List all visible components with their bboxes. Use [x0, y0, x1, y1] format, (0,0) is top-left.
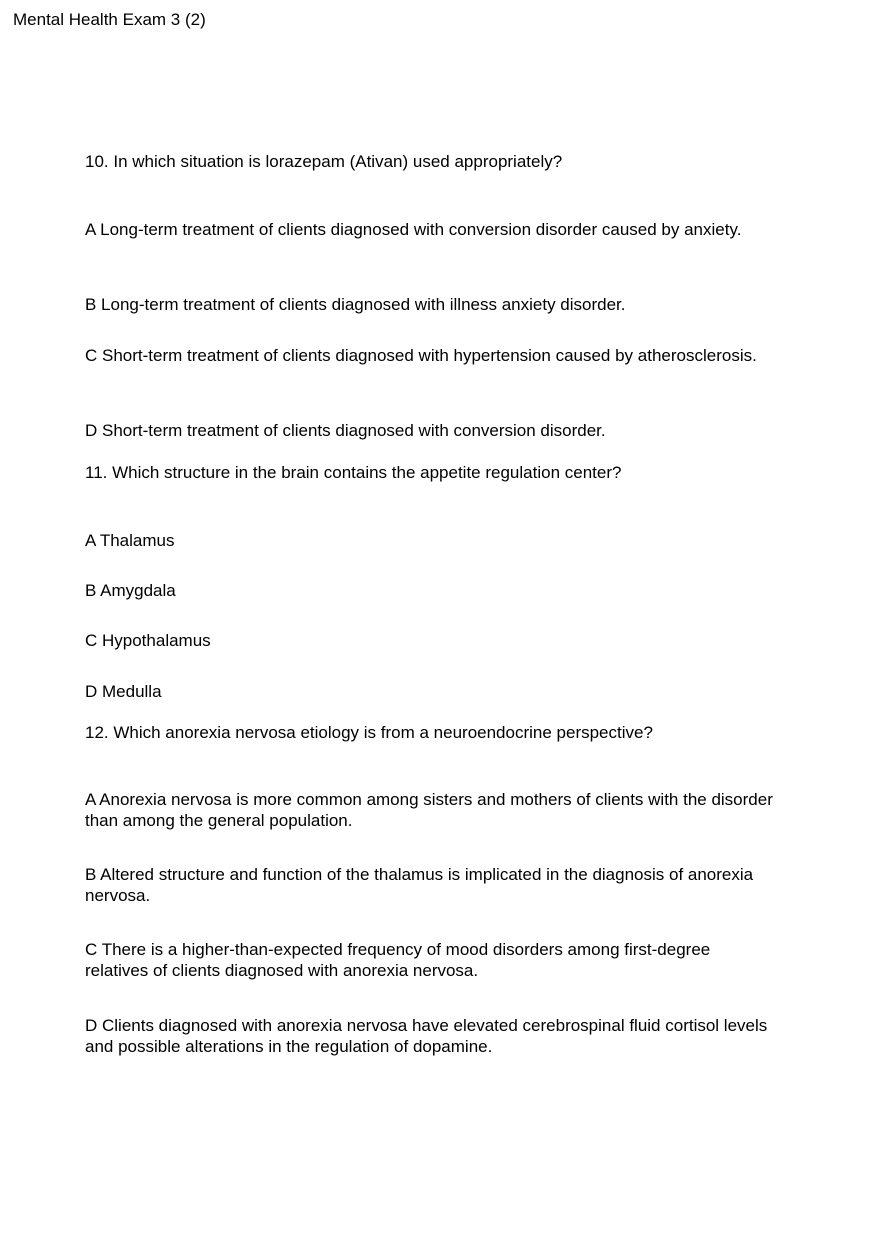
question-11-option-a: A Thalamus	[85, 531, 175, 550]
question-12-option-c: C There is a higher-than-expected frequency of mood disorders among first-degree relatives of clients diagnosed with anorexia nervosa.	[85, 940, 711, 980]
question-10-text: 10. In which situation is lorazepam (Ativan) used appropriately?	[85, 152, 563, 171]
question-10-option-c: C Short-term treatment of clients diagnosed with hypertension caused by atherosclerosis.	[85, 346, 757, 365]
question-12-text: 12. Which anorexia nervosa etiology is from a neuroendocrine perspective?	[85, 723, 653, 742]
question-12-option-b: B Altered structure and function of the thalamus is implicated in the diagnosis of anorexia nervosa.	[85, 865, 754, 905]
question-11-option-d: D Medulla	[85, 682, 162, 701]
question-10-option-a: A Long-term treatment of clients diagnosed with conversion disorder caused by anxiety.	[85, 220, 742, 239]
question-11-text: 11. Which structure in the brain contains the appetite regulation center?	[85, 463, 622, 482]
question-10-option-d: D Short-term treatment of clients diagnosed with conversion disorder.	[85, 421, 606, 440]
question-11-option-c: C Hypothalamus	[85, 631, 211, 650]
question-12-option-d: D Clients diagnosed with anorexia nervosa have elevated cerebrospinal fluid cortisol levels and possible alterations in the regulation of dopamine.	[85, 1016, 768, 1056]
document-title: Mental Health Exam 3 (2)	[13, 10, 206, 29]
question-11-option-b: B Amygdala	[85, 581, 176, 600]
question-12-option-a: A Anorexia nervosa is more common among sisters and mothers of clients with the disorder than among the general population.	[85, 790, 773, 830]
question-10-option-b: B Long-term treatment of clients diagnosed with illness anxiety disorder.	[85, 295, 626, 314]
